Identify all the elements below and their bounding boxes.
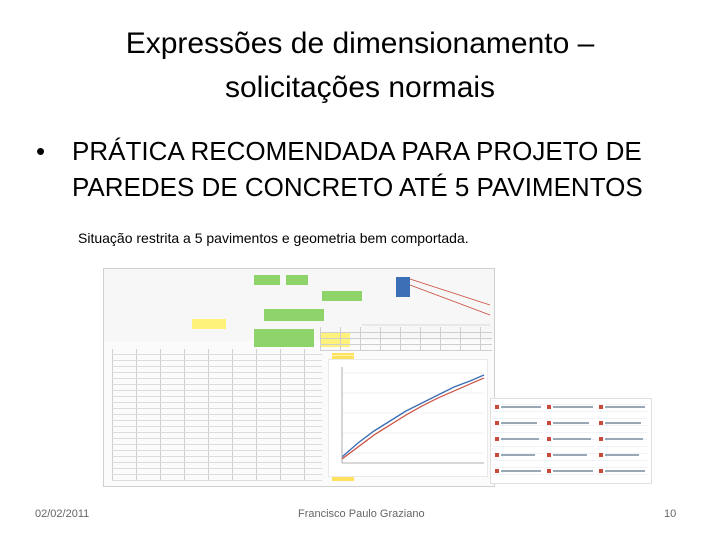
file-list-column — [597, 401, 647, 481]
footer-author: Francisco Paulo Graziano — [298, 508, 425, 520]
file-entry — [553, 454, 587, 456]
file-entry — [553, 422, 589, 424]
file-icon — [495, 453, 499, 457]
slide-title-line2: solicitações normais — [224, 71, 496, 104]
sheet-cell-green — [254, 275, 280, 285]
sheet-data-grid — [112, 349, 322, 481]
sheet-chart — [328, 359, 488, 477]
file-entry — [501, 406, 541, 408]
file-entry — [553, 470, 593, 472]
sheet-cell-green — [286, 275, 308, 285]
file-entry — [553, 438, 591, 440]
file-entry — [605, 422, 641, 424]
file-icon — [495, 437, 499, 441]
file-list-panel — [490, 398, 652, 484]
sheet-cell-yellow — [192, 319, 226, 329]
file-icon — [547, 453, 551, 457]
sheet-cell-green — [322, 291, 362, 301]
file-entry — [605, 406, 645, 408]
sheet-top-grid — [320, 327, 492, 351]
file-entry — [553, 406, 593, 408]
file-list-column — [493, 401, 543, 481]
file-icon — [599, 405, 603, 409]
file-icon — [547, 421, 551, 425]
file-entry — [501, 470, 541, 472]
footer-page-number: 10 — [664, 508, 677, 520]
file-icon — [599, 437, 603, 441]
file-list-column — [545, 401, 595, 481]
file-entry — [501, 454, 535, 456]
file-entry — [501, 438, 539, 440]
file-icon — [495, 469, 499, 473]
file-icon — [599, 421, 603, 425]
file-entry — [605, 470, 645, 472]
file-icon — [599, 469, 603, 473]
bullet-marker: • — [36, 136, 46, 166]
spreadsheet-screenshot — [103, 268, 495, 487]
file-icon — [547, 437, 551, 441]
sheet-diagram — [362, 271, 492, 327]
file-icon — [495, 421, 499, 425]
bullet-text: PRÁTICA RECOMENDADA PARA PROJETO DE PAREDES DE CONCRETO ATÉ 5 PAVIMENTOS — [72, 136, 643, 202]
file-entry — [605, 438, 643, 440]
file-icon — [495, 405, 499, 409]
sheet-cell-green — [264, 309, 324, 321]
file-icon — [547, 405, 551, 409]
file-entry — [501, 422, 537, 424]
footer-date: 02/02/2011 — [35, 508, 90, 520]
slide-title — [60, 22, 660, 110]
slide-title-line1: Expressões de dimensionamento – — [125, 27, 595, 60]
sheet-note-box — [254, 329, 314, 347]
file-icon — [599, 453, 603, 457]
file-icon — [547, 469, 551, 473]
note-text: Situação restrita a 5 pavimentos e geometria bem comportada. — [78, 230, 469, 246]
file-entry — [605, 454, 639, 456]
